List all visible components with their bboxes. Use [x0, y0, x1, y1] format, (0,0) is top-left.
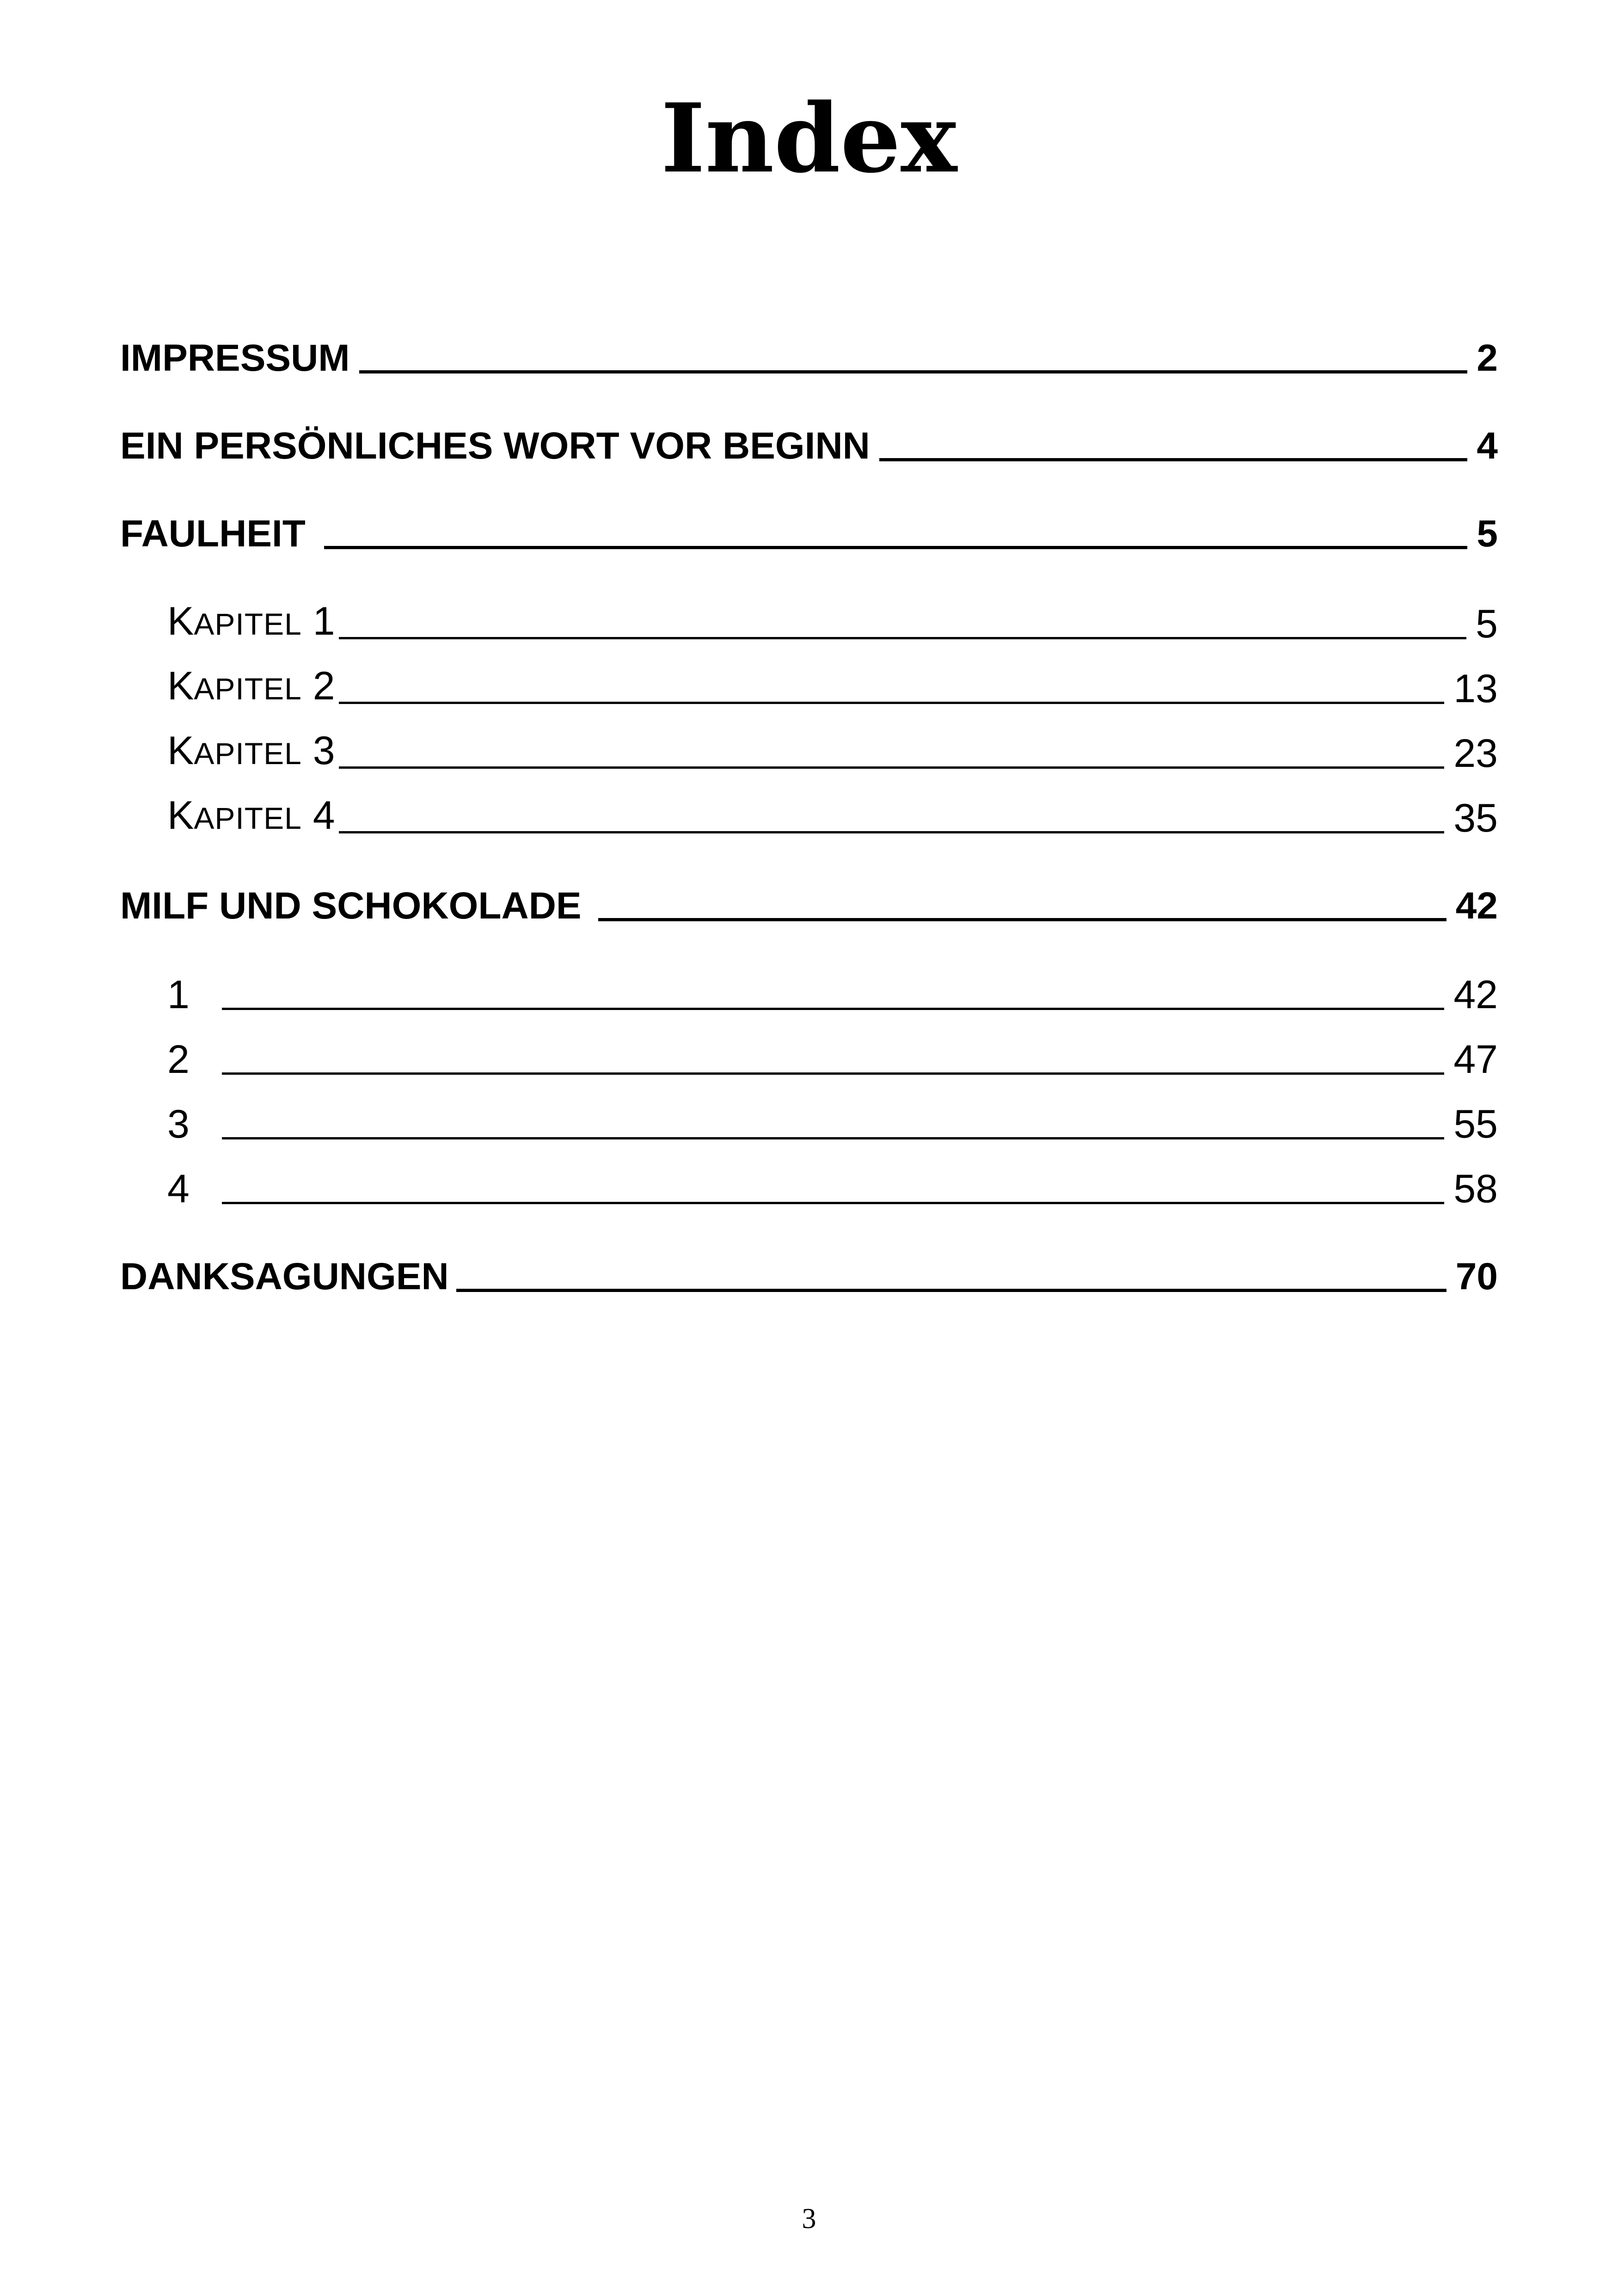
toc-entry-page: 5: [1477, 513, 1498, 555]
toc-leader-line: [222, 1008, 1444, 1010]
toc-leader-line: [456, 1289, 1446, 1292]
toc-entry-impressum[interactable]: [120, 333, 1498, 384]
toc-entry-kapitel-2[interactable]: [167, 663, 1498, 714]
toc-entry-label: KAPITEL 4: [167, 793, 335, 838]
toc-leader-line: [339, 702, 1445, 704]
toc-entry-faulheit[interactable]: [120, 508, 1498, 559]
toc-entry-page: 55: [1453, 1102, 1498, 1146]
toc-entry-page: 2: [1477, 337, 1498, 379]
toc-entry-page: 58: [1453, 1167, 1498, 1211]
toc-entry-label: IMPRESSUM: [120, 337, 350, 379]
toc-entry-page: 42: [1455, 885, 1498, 927]
toc-entry-label: 4: [167, 1167, 190, 1211]
page-title: Index: [661, 83, 957, 194]
toc-entry-page: 70: [1455, 1255, 1498, 1298]
toc-entry-page: 5: [1476, 602, 1498, 646]
toc-entry-label: 3: [167, 1102, 190, 1146]
toc-leader-line: [339, 831, 1445, 833]
toc-entry-label: FAULHEIT: [120, 513, 306, 555]
toc-leader-line: [324, 546, 1468, 549]
toc-entry-label: KAPITEL 3: [167, 729, 335, 773]
toc-entry-danksagungen[interactable]: [120, 1251, 1498, 1302]
toc-leader-line: [598, 918, 1446, 921]
toc-entry-label: 1: [167, 973, 190, 1017]
toc-leader-line: [359, 370, 1468, 373]
toc-entry-persoenliches-wort[interactable]: [120, 421, 1498, 471]
toc-entry-section-3[interactable]: [167, 1099, 1498, 1150]
toc-entry-label: MILF UND SCHOKOLADE: [120, 885, 582, 927]
toc-entry-label: KAPITEL 2: [167, 664, 335, 708]
toc-leader-line: [879, 458, 1467, 461]
toc-leader-line: [339, 637, 1467, 639]
toc-leader-line: [222, 1137, 1444, 1139]
toc-entry-page: 35: [1453, 796, 1498, 840]
toc-leader-line: [222, 1072, 1444, 1075]
toc-entry-label: DANKSAGUNGEN: [120, 1255, 449, 1298]
toc-entry-page: 13: [1453, 667, 1498, 711]
toc-entry-page: 47: [1453, 1037, 1498, 1082]
toc-entry-section-2[interactable]: [167, 1034, 1498, 1085]
toc-entry-kapitel-4[interactable]: [167, 793, 1498, 844]
toc-entry-page: 42: [1453, 973, 1498, 1017]
page-number: 3: [802, 2203, 816, 2235]
toc-leader-line: [222, 1202, 1444, 1204]
toc-entry-label: 2: [167, 1037, 190, 1082]
toc-leader-line: [339, 766, 1445, 769]
toc-entry-label: KAPITEL 1: [167, 599, 335, 643]
toc-entry-milf-und-schokolade[interactable]: [120, 881, 1498, 931]
toc-entry-kapitel-3[interactable]: [167, 728, 1498, 779]
toc-entry-section-1[interactable]: [167, 969, 1498, 1020]
toc-entry-label: EIN PERSÖNLICHES WORT VOR BEGINN: [120, 425, 870, 467]
toc-entry-page: 23: [1453, 731, 1498, 776]
toc-entry-section-4[interactable]: [167, 1163, 1498, 1214]
toc-entry-page: 4: [1477, 425, 1498, 467]
toc-entry-kapitel-1[interactable]: [167, 599, 1498, 649]
